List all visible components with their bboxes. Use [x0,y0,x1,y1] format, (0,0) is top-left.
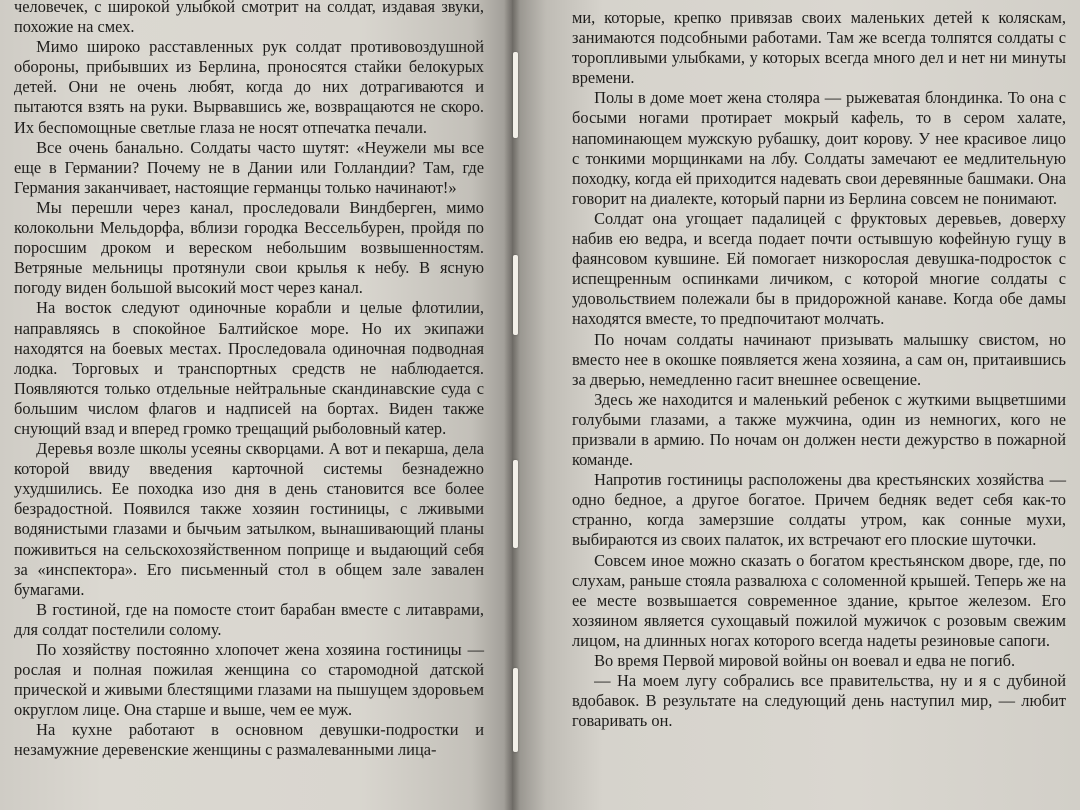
binding-stitch [513,255,518,335]
left-paragraph-2: Мимо широко расставленных рук солдат противовоздушной обороны, прибывших из Берлина, проносятся стайки белокурых детей. Они не очень любят, когда до них дотрагиваются и пытаются взять на руки. Вырвавшись же, возвращаются не скоро. Их беспомощные светлые глаза не носят отпечатка печали. [14,37,484,137]
left-page-text [14,0,484,761]
left-paragraph-9: На кухне работают в основном девушки-подростки и незамужние деревенские женщины с размалеванными лица- [14,720,484,760]
left-paragraph-3: Все очень банально. Солдаты часто шутят: «Неужели мы все еще в Германии? Почему не в Дании или Голландии? Там, где Германия заканчивает, настоящие германцы только начинают!» [14,137,484,197]
left-paragraph-6: Деревья возле школы усеяны скворцами. А вот и пекарша, дела которой ввиду введения карточной системы безнадежно ухудшились. Ее походка изо дня в день становится все более безрадостной. Появился также хозяин гостиницы, с лживыми водянистыми глазами и бычьим затылком, вынашивающий планы поживиться на сельскохозяйственном поприще и выдающий себя за «инспектора». Его письменный стол в общем зале завален бумагами. [14,439,484,599]
right-page-text [572,8,1066,731]
right-paragraph-1: ми, которые, крепко привязав своих маленьких детей к коляскам, занимаются подсобными работами. Там же всегда толпятся солдаты с торопливыми улыбками, у которых всегда много дел и нет ни минуты времени. [572,8,1066,88]
left-page [0,0,512,810]
right-paragraph-3: Солдат она угощает падалицей с фруктовых деревьев, доверху набив ею ведра, и всегда подает почти остывшую кофейную гущу в фаянсовом кувшине. Ей помогает низкорослая девушка-подросток с испещренным оспинками личиком, с которой многие солдаты с удовольствием полежали бы в придорожной канаве. Когда обе дамы находятся вместе, то предпочитают молчать. [572,208,1066,329]
right-paragraph-2: Полы в доме моет жена столяра — рыжеватая блондинка. То она с босыми ногами протирает мокрый кафель, то в сером халате, напоминающем мужскую рубашку, доит корову. У нее красивое лицо с тонкими морщинками на лбу. Солдаты замечают ее медлительную походку, когда ей приходится надевать свои деревянные башмаки. Она говорит на диалекте, который парни из Берлина совсем не понимают. [572,88,1066,208]
right-paragraph-9: — На моем лугу собрались все правительства, ну и я с дубиной вдобавок. В результате на следующий день наступил мир, — любит говаривать он. [572,671,1066,731]
binding-stitch [513,52,518,138]
right-paragraph-5: Здесь же находится и маленький ребенок с жуткими выцветшими голубыми глазами, а также мужчина, один из немногих, кого не призвали в армию. По ночам он должен нести дежурство в пожарной команде. [572,389,1066,470]
left-paragraph-4: Мы перешли через канал, проследовали Виндберген, мимо колокольни Мельдорфа, вблизи городка Вессельбурен, пройдя по поросшим дроком и вереском небольшим возвышенностям. Ветряные мельницы протянули свои крылья к небу. В ясную погоду виден большой высокий мост через канал. [14,197,484,298]
right-paragraph-8: Во время Первой мировой войны он воевал и едва не погиб. [594,651,1016,670]
left-paragraph-5: На восток следуют одиночные корабли и целые флотилии, направляясь в спокойное Балтийское море. Но их экипажи находятся на боевых местах. Проследовала одиночная подводная лодка. Торговых и транспортных средств не наблюдается. Появляются только отдельные нейтральные скандинавские суда с большим числом флагов и надписей на бортах. Виден также снующий взад и вперед громко трещащий рыболовный катер. [14,298,484,438]
right-paragraph-7: Совсем иное можно сказать о богатом крестьянском дворе, где, по слухам, раньше стояла развалюха с соломенной крышей. Теперь же на ее месте возвышается современное здание, крытое железом. Его хозяином является сухощавый пожилой мужичок с розовым свежим лицом, на длинных ногах которого всегда надеты резиновые сапоги. [572,550,1066,650]
left-paragraph-7: В гостиной, где на помосте стоит барабан вместе с литаврами, для солдат постелили солому. [14,599,484,639]
right-paragraph-6: Напротив гостиницы расположены два крестьянских хозяйства — одно бедное, а другое богатое. Причем бедняк ведет себя как-то странно, когда замерзшие солдаты утром, как сонные мухи, выбираются из своих палаток, их встречают его плоские шуточки. [572,470,1066,550]
binding-stitch [513,668,518,752]
left-paragraph-1: человечек, с широкой улыбкой смотрит на солдат, издавая звуки, похожие на смех. [14,0,484,37]
binding-stitch [513,460,518,548]
left-paragraph-8: По хозяйству постоянно хлопочет жена хозяина гостиницы — рослая и полная пожилая женщина со старомодной датской прической и живыми блестящими глазами на пышущем здоровьем округлом лице. Она старше и выше, чем ее муж. [14,640,484,720]
right-page [512,0,1080,810]
right-paragraph-4: По ночам солдаты начинают призывать малышку свистом, но вместо нее в окошке появляется жена хозяина, а сам он, притаившись за дверью, немедленно гасит внешнее освещение. [572,329,1066,389]
